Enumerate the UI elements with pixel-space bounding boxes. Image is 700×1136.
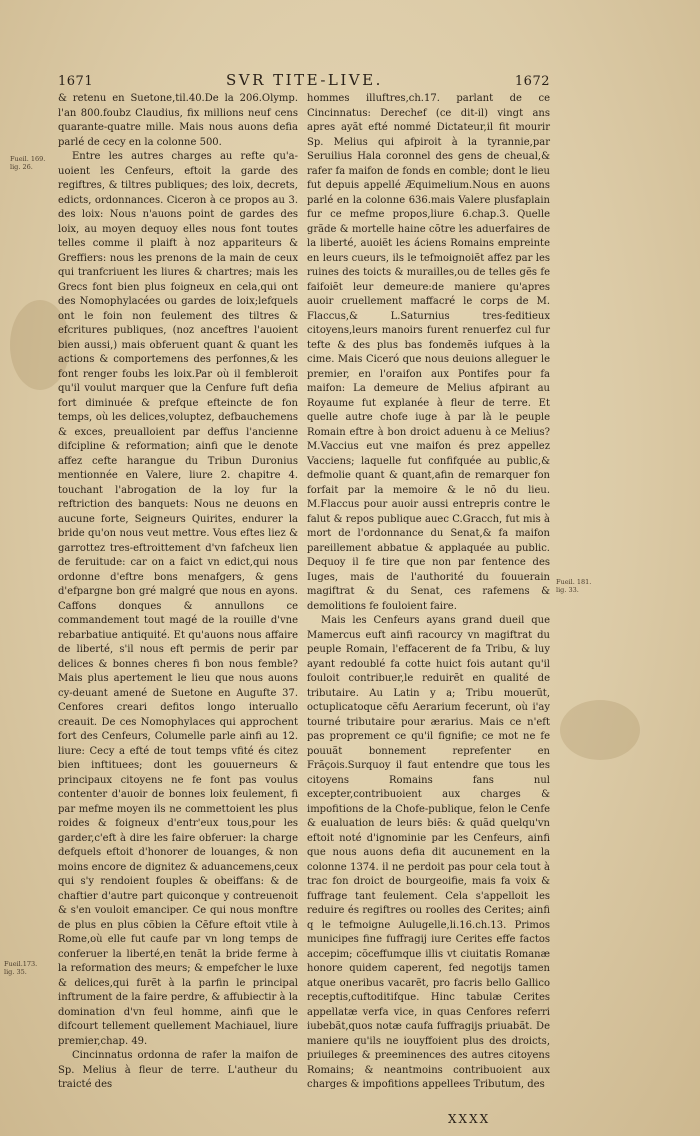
left-column [58,92,298,1093]
right-column [307,92,550,1093]
signature-mark: XXXX [448,1112,491,1126]
page-number-left: 1671 [58,74,94,89]
paragraph: Cincinnatus ordonna de rafer la maifon de Sp. Melius à fleur de terre. L'autheur du traicté des [58,1050,298,1090]
running-title: SVR TITE-LIVE. [226,71,383,89]
margin-note-3: Fueil.173. lig. 35. [4,960,38,976]
paragraph: hommes illuftres,ch.17. parlant de ce Cincinnatus: Derechef (ce dit-il) vingt ans apres ayãt efté nommé Dictateur,il fit mourir Sp. Melius qui afpiroit à la tyrannie,par Seruilius Hala coronnel des gens de cheual,& rafer fa maifon de fonds en comble; dont le lieu fut depuis appellé Æquimelium.Nous en auons parlé en la colonne 636.mais Valere plusfaplain fur ce mefme propos,liure 6.chap.3. Quelle grãde & mortelle haine cõtre les aduerfaires de la liberté, auoiẽt les áciens Romains empreinte en leurs cueurs, ils le tefmoignoiẽt affez par les ruines des toicts & murailles,ou de telles gẽs fe faifoiẽt leur demeure:de maniere qu'apres auoir cruellement maffacré le corps de M. Flaccus,& L.Saturnius tres-feditieux citoyens,leurs manoirs furent renuerfez cul fur tefte & des plus bas fondemẽs iufques à la cime. Mais Ciceró que nous deuions alleguer le premier, en l'oraifon aux Pontifes pour fa maifon: La demeure de Melius afpirant au Royaume fut explanée à fleur de terre. Et quelle autre chofe iuge à par là le peuple Romain eftre à bon droict aduenu à ce Melius? M.Vaccius eut vne maifon és prez appellez Vacciens; laquelle fut confifquée au public,& defmolie quant & quant,afin de remarquer fon forfait par la memoire & le nõ du lieu. M.Flaccus pour auoir aussi entrepris contre le falut & repos publique auec C.Gracch, fut mis à mort de l'ordonnance du Senat,& fa maifon pareillement abbatue & applaquée au public. Dequoy il fe tire que non par fentence des Iuges, mais de l'authorité du fouuerain magiftrat & du Senat, ces rafemens & demolitions fe fouloient faire. [307,93,550,612]
paragraph: & retenu en Suetone,til.40.De la 206.Olymp. l'an 800.foubz Claudius, fix millions neuf cens quarante-quatre mille. Mais nous auons defia parlé de cecy en la colonne 500. [58,93,298,148]
running-header [58,71,550,94]
paragraph: Mais les Cenfeurs ayans grand dueil que Mamercus euft ainfi racourcy vn magiftrat du peuple Romain, l'effacerent de fa Tribu, & luy ayant redoublé fa cotte huict fois autant qu'il fouloit contribuer,le reduirẽt en qualité de tributaire. Au Latin y a; Tribu mouerũt, octuplicatoque cẽfu Aerarium fecerunt, où i'ay tourné tributaire pour ærarius. Mais ce n'eft pas proprement ce qu'il fignifie; ce mot ne fe pouuãt bonnement reprefenter en Frãçois.Surquoy il faut entendre que tous les citoyens Romains fans nul excepter,contribuoient aux charges & impofitions de la Chofe-publique, felon le Cenfe & eualuation de leurs biẽs: & quãd quelqu'vn eftoit noté d'ignominie par les Cenfeurs, ainfi que nous auons defia dit aucunement en la colonne 1374. il ne perdoit pas pour cela tout à trac fon droict de bourgeoifie, mais fa voix & fuffrage tant feulement. Cela s'appelloit les reduire és regiftres ou roolles des Cerites; ainfi q le tefmoigne Aulugelle,li.16.ch.13. Primos municipes fine fuffragij iure Cerites effe factos accepim; cõceffumque illis vt ciuitatis Romanæ honore quidem caperent, fed negotijs tamen atque oneribus vacarẽt, pro facris bello Gallico receptis,cuftoditifque. Hinc tabulæ Cerites appellatæ verfa vice, in quas Cenfores referri iubebãt,quos notæ caufa fuffragijs priuabãt. De maniere qu'ils ne iouyffoient plus des droicts, priuileges & preeminences des autres citoyens Romains; & neantmoins contribuoient aux charges & impofitions appellees Tributum, des [307,615,550,1090]
margin-note-1: Fueil. 169. lig. 26. [10,155,46,171]
page-number-right: 1672 [514,74,550,89]
margin-note-2: Fueil. 181. lig. 33. [556,578,592,594]
paragraph: Entre les autres charges au refte qu'a-uoient les Cenfeurs, eftoit la garde des regiftres, & tiltres publiques; des loix, decrets, edicts, ordonnances. Ciceron à ce propos au 3. des loix: Nous n'auons point de gardes des loix, au moyen dequoy elles nous font toutes telles comme il plaift à noz appariteurs & Greffiers: nous les prenons de la main de ceux qui tranfcriuent les liures & chartres; mais les Grecs font bien plus foigneux en cela,qui ont des Nomophylacées ou gardes de loix;lefquels ont le foin non feulement des tiltres & efcritures publiques, (noz anceftres l'auoient bien aussi,) mais obferuent quant & quant les actions & comportemens des perfonnes,& les font renger foubs les loix.Par où il fembleroit qu'il voulut marquer que la Cenfure fuft defia fort diminuée & prefque efteincte de fon temps, où les delices,voluptez, defbauchemens & exces, preualloient par deffus l'ancienne difcipline & reformation; ainfi que le denote affez cefte harangue du Tribun Duronius mentionnée en Valere, liure 2. chapitre 4. touchant l'abrogation de la loy fur la reftriction des banquets: Nous ne deuons en aucune forte, Seigneurs Quirites, endurer la bride qu'on nous veut mettre. Vous eftes liez & garrottez tres-eftroittement d'vn fafcheux lien de feruitude: car on a faict vn edict,qui nous ordonne d'eftre bons menafgers, & gens d'efpargne bon gré malgré que nous en ayons. Caffons donques & annullons ce commandement tout magé de la rouille d'vne rebarbatiue antiquité. Et qu'auons nous affaire de liberté, s'il nous eft permis de perir par delices & bonnes cheres fi bon nous femble? Mais plus apertement le lieu que nous auons cy-deuant amené de Suetone en Augufte 37. Cenfores creari defitos longo interuallo creauit. De ces Nomophylaces qui approchent fort des Cenfeurs, Columelle parle ainfi au 12. liure: Cecy a efté de tout temps vfité és citez bien inftituees; dont les gouuerneurs & principaux citoyens ne fe font pas voulus contenter d'auoir de bonnes loix feulement, fi par mefme moyen ils ne commettoient les plus roides & foigneux d'entr'eux tous,pour les garder,c'eft à dire les faire obferuer: la charge defquels eftoit d'honorer de louanges, & non moins encore de dignitez & aduancemens,ceux qui s'y rendoient fouples & obeiffans: & de chaftier d'autre part quiconque y contreuenoit & s'en vouloit emanciper. Ce qui nous monftre de plus en plus cõbien la Cẽfure eftoit vtile à Rome,où elle fut caufe par vn long temps de conferuer la liberté,en tenãt la bride ferme à la reformation des meurs; & empefcher le luxe & delices,qui furẽt à la parfin le principal inftrument de la faire perdre, & affubiectir à la domination d'vn feul homme, ainfi que le difcourt tellement quellement Machiauel, liure premier,chap. 49. [58,151,298,1047]
